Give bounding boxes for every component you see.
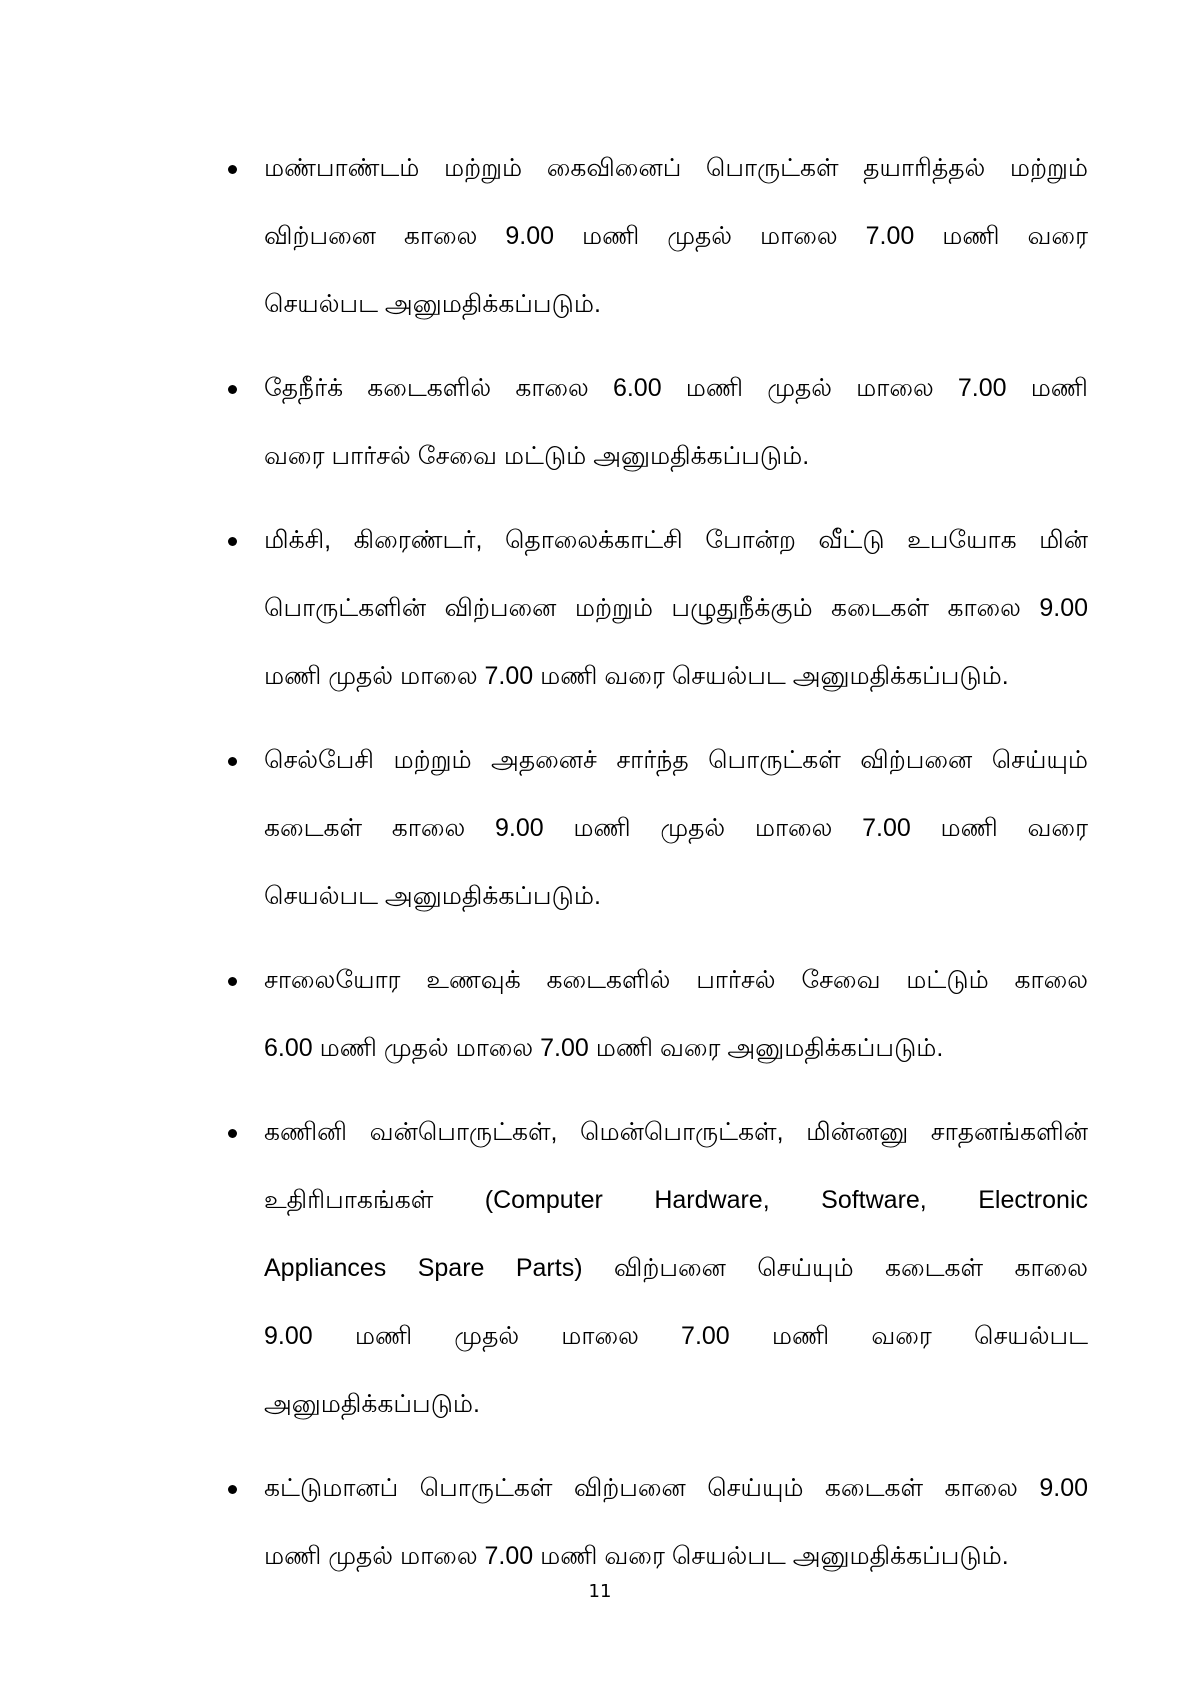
bullet-item-construction-materials xyxy=(228,1460,1088,1596)
bullet-item-home-appliances xyxy=(228,512,1088,716)
text-line: மண்பாண்டம் மற்றும் கைவினைப் பொருட்கள் தயாரித்தல் மற்றும் xyxy=(264,154,1088,182)
text-line: தேநீர்க் கடைகளில் காலை 6.00 மணி முதல் மாலை 7.00 மணி xyxy=(264,374,1088,402)
bullet-dot-icon xyxy=(228,165,237,174)
text-line: செல்பேசி மற்றும் அதனைச் சார்ந்த பொருட்கள் விற்பனை செய்யும் xyxy=(264,746,1088,774)
text-line: பொருட்களின் விற்பனை மற்றும் பழுதுநீக்கும் கடைகள் காலை 9.00 xyxy=(264,594,1088,622)
text-line: கணினி வன்பொருட்கள், மென்பொருட்கள், மின்னனு சாதனங்களின் xyxy=(264,1118,1088,1146)
bullet-item-pottery-handicrafts xyxy=(228,140,1088,344)
text-line: Appliances Spare Parts) விற்பனை செய்யும் கடைகள் காலை xyxy=(264,1254,1088,1282)
text-line: கடைகள் காலை 9.00 மணி முதல் மாலை 7.00 மணி வரை xyxy=(264,814,1088,842)
page-number: 11 xyxy=(588,1581,612,1602)
bullet-item-computer-hardware xyxy=(228,1104,1088,1444)
bullet-dot-icon xyxy=(228,385,237,394)
text-line: 6.00 மணி முதல் மாலை 7.00 மணி வரை அனுமதிக்கப்படும். xyxy=(264,1034,944,1062)
bullet-dot-icon xyxy=(228,1129,237,1138)
text-line: விற்பனை காலை 9.00 மணி முதல் மாலை 7.00 மணி வரை xyxy=(264,222,1088,250)
text-line: செயல்பட அனுமதிக்கப்படும். xyxy=(264,882,601,910)
bullet-dot-icon xyxy=(228,1485,237,1494)
bullet-dot-icon xyxy=(228,757,237,766)
text-line: உதிரிபாகங்கள் (Computer Hardware, Software, Electronic xyxy=(264,1186,1088,1214)
bullet-item-mobile-phones xyxy=(228,732,1088,936)
bullet-item-roadside-food xyxy=(228,952,1088,1088)
text-line: மணி முதல் மாலை 7.00 மணி வரை செயல்பட அனுமதிக்கப்படும். xyxy=(264,662,1009,690)
bullet-dot-icon xyxy=(228,977,237,986)
bullet-item-tea-shops xyxy=(228,360,1088,496)
text-line: மணி முதல் மாலை 7.00 மணி வரை செயல்பட அனுமதிக்கப்படும். xyxy=(264,1542,1009,1570)
text-line: 9.00 மணி முதல் மாலை 7.00 மணி வரை செயல்பட xyxy=(264,1322,1088,1350)
text-line: கட்டுமானப் பொருட்கள் விற்பனை செய்யும் கடைகள் காலை 9.00 xyxy=(264,1474,1088,1502)
text-line: சாலையோர உணவுக் கடைகளில் பார்சல் சேவை மட்டும் காலை xyxy=(264,966,1088,994)
bullet-list xyxy=(228,140,1088,1612)
text-line: மிக்சி, கிரைண்டர், தொலைக்காட்சி போன்ற வீட்டு உபயோக மின் xyxy=(264,526,1088,554)
text-line: வரை பார்சல் சேவை மட்டும் அனுமதிக்கப்படும். xyxy=(264,442,810,470)
text-line: அனுமதிக்கப்படும். xyxy=(264,1390,480,1418)
text-line: செயல்பட அனுமதிக்கப்படும். xyxy=(264,290,601,318)
bullet-dot-icon xyxy=(228,537,237,546)
